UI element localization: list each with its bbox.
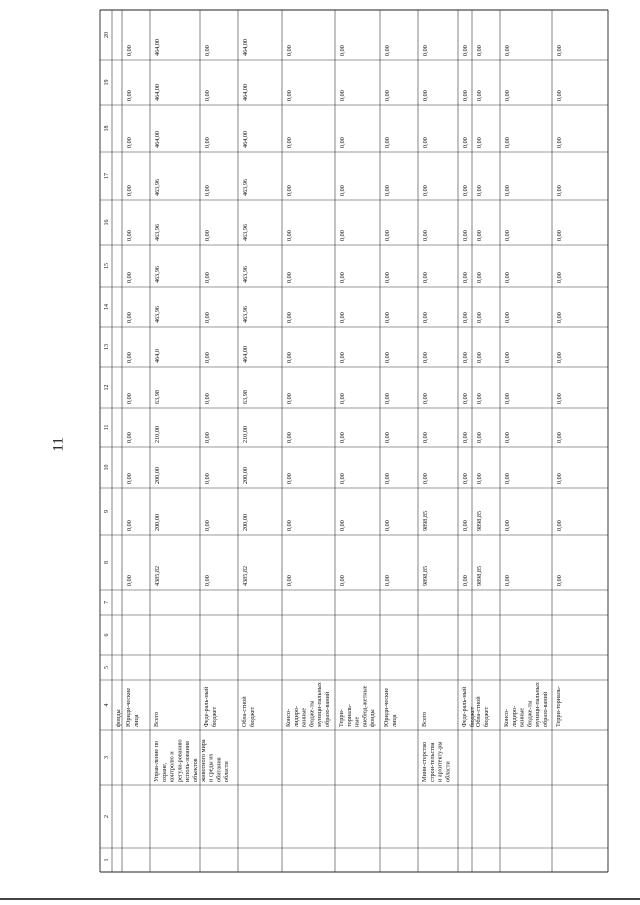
value-cell: 0,00 bbox=[556, 520, 563, 531]
value-cell: 0,00 bbox=[476, 272, 483, 283]
value-cell: 0,00 bbox=[504, 45, 511, 56]
value-cell: 0,00 bbox=[204, 520, 211, 531]
label-cell: бюджет bbox=[468, 706, 476, 727]
value-cell: 0,00 bbox=[462, 272, 469, 283]
value-cell: 0,00 bbox=[422, 352, 429, 363]
value-cell: 200,00 bbox=[154, 466, 161, 484]
value-cell: 0,00 bbox=[504, 432, 511, 443]
value-cell: 0,00 bbox=[422, 473, 429, 484]
label-cell: и архитекту-ры bbox=[436, 741, 444, 782]
value-cell: 464,00 bbox=[242, 83, 249, 101]
value-cell: 0,00 bbox=[126, 312, 133, 323]
label-cell: муници-пальных bbox=[534, 682, 542, 727]
value-cell: 463,96 bbox=[154, 265, 161, 283]
value-cell: 9898,85 bbox=[422, 565, 429, 586]
value-cell: 0,00 bbox=[126, 520, 133, 531]
label-cell: Феде-раль-ный bbox=[461, 686, 468, 727]
label-cell: лица bbox=[390, 714, 398, 727]
label-cell: Терри- bbox=[338, 709, 345, 727]
label-cell: лидиро- bbox=[292, 705, 300, 727]
value-cell: 0,00 bbox=[422, 272, 429, 283]
value-cell: 0,00 bbox=[384, 272, 391, 283]
value-cell: 9898,85 bbox=[476, 565, 483, 586]
value-cell: 463,96 bbox=[154, 305, 161, 323]
value-cell: 0,00 bbox=[504, 137, 511, 148]
value-cell: 464,00 bbox=[242, 345, 249, 363]
label-cell: внебюд-жетные bbox=[361, 685, 369, 727]
value-cell: 0,00 bbox=[286, 520, 293, 531]
label-cell: фонды bbox=[115, 709, 122, 727]
value-cell: 0,00 bbox=[422, 230, 429, 241]
value-cell: 0,00 bbox=[286, 473, 293, 484]
value-cell: 0,00 bbox=[126, 90, 133, 101]
value-cell: 0,00 bbox=[286, 272, 293, 283]
label-cell: области bbox=[444, 761, 452, 782]
label-cell: строи-тельства bbox=[428, 742, 436, 782]
value-cell: 0,00 bbox=[384, 45, 391, 56]
column-number-5: 5 bbox=[104, 666, 110, 669]
value-cell: 0,00 bbox=[476, 312, 483, 323]
value-cell: 0,00 bbox=[462, 137, 469, 148]
value-cell: 0,00 bbox=[504, 230, 511, 241]
value-cell: 0,00 bbox=[462, 312, 469, 323]
value-cell: 0,00 bbox=[126, 473, 133, 484]
value-cell: 0,00 bbox=[504, 352, 511, 363]
value-cell: 200,00 bbox=[154, 513, 161, 531]
value-cell: 0,00 bbox=[286, 90, 293, 101]
value-cell: 0,00 bbox=[476, 137, 483, 148]
value-cell: 0,00 bbox=[384, 312, 391, 323]
column-number-11: 11 bbox=[104, 424, 110, 431]
column-number-19: 19 bbox=[104, 79, 110, 86]
value-cell: 0,00 bbox=[422, 312, 429, 323]
value-cell: 0,00 bbox=[339, 520, 346, 531]
value-cell: 0,00 bbox=[462, 352, 469, 363]
label-cell: Консо- bbox=[503, 708, 510, 727]
value-cell: 0,00 bbox=[476, 473, 483, 484]
value-cell: 0,00 bbox=[339, 45, 346, 56]
value-cell: 0,00 bbox=[556, 45, 563, 56]
value-cell: 0,00 bbox=[422, 45, 429, 56]
value-cell: 464,0 bbox=[154, 349, 161, 363]
value-cell: 0,00 bbox=[384, 473, 391, 484]
value-cell: 0,00 bbox=[556, 90, 563, 101]
value-cell: 0,00 bbox=[126, 272, 133, 283]
label-cell: Юриди-ческие bbox=[125, 687, 132, 727]
value-cell: 0,00 bbox=[204, 185, 211, 196]
value-cell: 0,00 bbox=[476, 393, 483, 404]
value-cell: 0,00 bbox=[556, 272, 563, 283]
value-cell: 0,00 bbox=[556, 575, 563, 586]
label-cell: обитания bbox=[215, 757, 223, 782]
value-cell: 464,00 bbox=[154, 130, 161, 148]
column-number-17: 17 bbox=[104, 173, 110, 179]
value-cell: 0,00 bbox=[422, 185, 429, 196]
column-number-14: 14 bbox=[104, 304, 110, 310]
value-cell: 464,00 bbox=[154, 38, 161, 56]
label-cell: и среды их bbox=[207, 753, 215, 782]
label-cell: животного мира bbox=[199, 739, 207, 782]
label-cell: бюджет bbox=[482, 706, 490, 727]
value-cell: 0,00 bbox=[422, 393, 429, 404]
column-number-20: 20 bbox=[104, 32, 110, 38]
column-number-7: 7 bbox=[104, 601, 110, 604]
value-cell: 0,00 bbox=[462, 230, 469, 241]
value-cell: 463,96 bbox=[242, 223, 249, 241]
label-cell: Мини-стерство bbox=[421, 741, 428, 782]
label-cell: Терри-ториаль- bbox=[555, 686, 562, 727]
value-cell: 0,00 bbox=[339, 272, 346, 283]
label-cell: ториаль- bbox=[345, 704, 353, 727]
value-cell: 0,00 bbox=[504, 473, 511, 484]
label-cell: контролю и bbox=[168, 751, 176, 782]
value-cell: 463,96 bbox=[242, 265, 249, 283]
value-cell: 0,00 bbox=[339, 473, 346, 484]
label-cell: регули-рованию bbox=[176, 739, 184, 782]
value-cell: 0,00 bbox=[504, 272, 511, 283]
value-cell: 0,00 bbox=[556, 432, 563, 443]
value-cell: 463,96 bbox=[242, 305, 249, 323]
value-cell: 0,00 bbox=[204, 45, 211, 56]
value-cell: 200,00 bbox=[242, 466, 249, 484]
value-cell: 0,00 bbox=[422, 432, 429, 443]
label-cell: Всего bbox=[153, 711, 160, 727]
value-cell: 0,00 bbox=[556, 137, 563, 148]
label-cell: ванные bbox=[518, 707, 526, 727]
value-cell: 0,00 bbox=[339, 575, 346, 586]
value-cell: 463,96 bbox=[242, 178, 249, 196]
value-cell: 0,00 bbox=[339, 393, 346, 404]
value-cell: 0,00 bbox=[476, 90, 483, 101]
label-cell: бюдже-ты bbox=[526, 700, 534, 727]
value-cell: 0,00 bbox=[339, 432, 346, 443]
label-cell: бюджет bbox=[210, 706, 218, 727]
value-cell: 0,00 bbox=[286, 432, 293, 443]
value-cell: 0,00 bbox=[504, 185, 511, 196]
value-cell: 0,00 bbox=[286, 352, 293, 363]
value-cell: 0,00 bbox=[126, 185, 133, 196]
label-cell: Феде-раль-ный bbox=[203, 686, 210, 727]
value-cell: 0,00 bbox=[556, 185, 563, 196]
column-number-15: 15 bbox=[104, 263, 110, 269]
value-cell: 0,00 bbox=[204, 352, 211, 363]
value-cell: 0,00 bbox=[126, 45, 133, 56]
value-cell: 0,00 bbox=[286, 312, 293, 323]
value-cell: 0,00 bbox=[504, 575, 511, 586]
value-cell: 0,00 bbox=[126, 352, 133, 363]
value-cell: 0,00 bbox=[384, 352, 391, 363]
value-cell: 0,00 bbox=[384, 575, 391, 586]
value-cell: 0,00 bbox=[504, 312, 511, 323]
column-number-1: 1 bbox=[104, 858, 110, 862]
value-cell: 0,00 bbox=[476, 432, 483, 443]
value-cell: 200,00 bbox=[242, 513, 249, 531]
value-cell: 210,00 bbox=[242, 425, 249, 443]
column-number-2: 2 bbox=[104, 815, 110, 818]
column-number-9: 9 bbox=[104, 510, 110, 513]
value-cell: 0,00 bbox=[462, 393, 469, 404]
column-number-4: 4 bbox=[104, 703, 110, 707]
value-cell: 0,00 bbox=[462, 432, 469, 443]
value-cell: 0,00 bbox=[339, 230, 346, 241]
value-cell: 0,00 bbox=[422, 90, 429, 101]
value-cell: 0,00 bbox=[462, 90, 469, 101]
label-cell: исполь-зования bbox=[184, 741, 192, 782]
column-number-16: 16 bbox=[104, 219, 110, 226]
value-cell: 0,00 bbox=[384, 393, 391, 404]
value-cell: 0,00 bbox=[339, 352, 346, 363]
value-cell: 0,00 bbox=[384, 90, 391, 101]
value-cell: 0,00 bbox=[126, 230, 133, 241]
label-cell: ванные bbox=[300, 707, 308, 727]
column-number-8: 8 bbox=[104, 561, 110, 564]
label-cell: бюджет bbox=[248, 706, 256, 727]
label-cell: Обла-стной bbox=[241, 696, 248, 727]
value-cell: 0,00 bbox=[339, 90, 346, 101]
value-cell: 463,96 bbox=[154, 223, 161, 241]
value-cell: 0,00 bbox=[504, 393, 511, 404]
value-cell: 0,00 bbox=[286, 45, 293, 56]
value-cell: 0,00 bbox=[339, 137, 346, 148]
value-cell: 0,00 bbox=[556, 393, 563, 404]
value-cell: 0,00 bbox=[286, 393, 293, 404]
value-cell: 0,00 bbox=[476, 230, 483, 241]
value-cell: 0,00 bbox=[286, 185, 293, 196]
value-cell: 0,00 bbox=[556, 352, 563, 363]
label-cell: образо-ваний bbox=[542, 691, 549, 727]
label-cell: ные bbox=[353, 716, 361, 727]
value-cell: 0,00 bbox=[384, 432, 391, 443]
column-number-12: 12 bbox=[104, 384, 110, 391]
value-cell: 0,00 bbox=[384, 230, 391, 241]
value-cell: 0,00 bbox=[462, 45, 469, 56]
value-cell: 0,00 bbox=[462, 520, 469, 531]
value-cell: 0,00 bbox=[556, 473, 563, 484]
label-cell: лидиро- bbox=[510, 705, 518, 727]
value-cell: 4385,82 bbox=[154, 565, 161, 586]
value-cell: 0,00 bbox=[204, 272, 211, 283]
value-cell: 0,00 bbox=[339, 185, 346, 196]
column-number-6: 6 bbox=[104, 633, 110, 637]
label-cell: Консо- bbox=[285, 708, 292, 727]
label-cell: Юриди-ческие bbox=[383, 687, 390, 727]
label-cell: Обла-стной bbox=[475, 696, 482, 727]
value-cell: 0,00 bbox=[556, 312, 563, 323]
label-cell: лица bbox=[132, 714, 140, 727]
value-cell: 0,00 bbox=[476, 352, 483, 363]
value-cell: 0,00 bbox=[384, 520, 391, 531]
value-cell: 0,00 bbox=[384, 185, 391, 196]
value-cell: 0,00 bbox=[422, 137, 429, 148]
label-cell: Всего bbox=[421, 711, 428, 727]
value-cell: 0,00 bbox=[476, 45, 483, 56]
value-cell: 0,00 bbox=[556, 230, 563, 241]
value-cell: 0,00 bbox=[286, 230, 293, 241]
column-number-10: 10 bbox=[104, 464, 110, 471]
value-cell: 463,96 bbox=[154, 178, 161, 196]
label-cell: объектов bbox=[192, 758, 199, 782]
value-cell: 4385,82 bbox=[242, 565, 249, 586]
value-cell: 0,00 bbox=[504, 520, 511, 531]
value-cell: 0,00 bbox=[462, 185, 469, 196]
value-cell: 0,00 bbox=[204, 137, 211, 148]
value-cell: 0,00 bbox=[204, 90, 211, 101]
column-number-18: 18 bbox=[104, 125, 110, 132]
value-cell: 464,00 bbox=[154, 83, 161, 101]
page-bottom-rule bbox=[0, 898, 640, 900]
value-cell: 0,00 bbox=[384, 137, 391, 148]
label-cell: фонды bbox=[369, 709, 377, 727]
value-cell: 0,00 bbox=[504, 90, 511, 101]
value-cell: 9898,85 bbox=[422, 510, 429, 531]
value-cell: 464,00 bbox=[242, 130, 249, 148]
value-cell: 0,00 bbox=[204, 230, 211, 241]
value-cell: 0,00 bbox=[204, 312, 211, 323]
value-cell: 0,00 bbox=[126, 137, 133, 148]
value-cell: 0,00 bbox=[462, 473, 469, 484]
value-cell: 0,00 bbox=[339, 312, 346, 323]
value-cell: 63,98 bbox=[242, 390, 249, 404]
value-cell: 0,00 bbox=[204, 575, 211, 586]
value-cell: 0,00 bbox=[126, 393, 133, 404]
label-cell: охране, bbox=[160, 762, 168, 782]
value-cell: 0,00 bbox=[204, 393, 211, 404]
value-cell: 63,98 bbox=[154, 390, 161, 404]
label-cell: бюдже-ты bbox=[308, 700, 316, 727]
label-cell: муници-пальных bbox=[316, 682, 324, 727]
value-cell: 210,00 bbox=[154, 425, 161, 443]
value-cell: 0,00 bbox=[286, 137, 293, 148]
label-cell: области bbox=[223, 761, 231, 782]
value-cell: 0,00 bbox=[204, 473, 211, 484]
label-cell: образо-ваний bbox=[324, 691, 331, 727]
column-number-13: 13 bbox=[104, 344, 110, 350]
value-cell: 9898,85 bbox=[476, 510, 483, 531]
value-cell: 0,00 bbox=[462, 575, 469, 586]
column-number-3: 3 bbox=[104, 756, 110, 759]
value-cell: 0,00 bbox=[204, 432, 211, 443]
value-cell: 0,00 bbox=[126, 432, 133, 443]
value-cell: 0,00 bbox=[286, 575, 293, 586]
value-cell: 464,00 bbox=[242, 38, 249, 56]
value-cell: 0,00 bbox=[126, 575, 133, 586]
value-cell: 0,00 bbox=[476, 185, 483, 196]
label-cell: Управ-ление по bbox=[153, 740, 160, 782]
page-number: 11 bbox=[50, 437, 67, 452]
